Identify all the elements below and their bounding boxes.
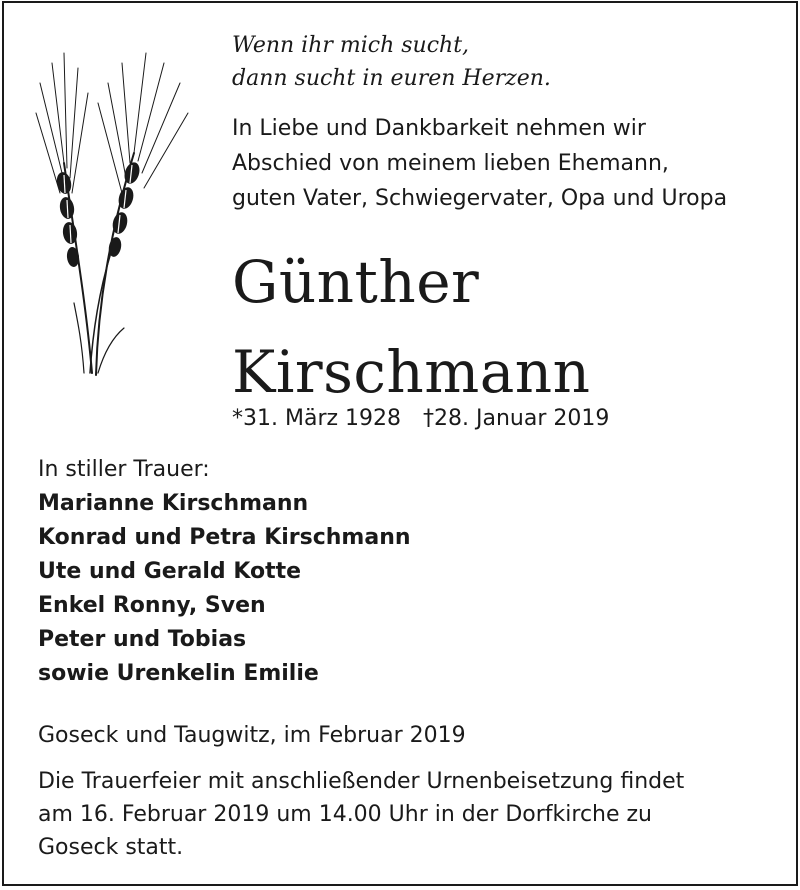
mourner-name: Enkel Ronny, Sven bbox=[38, 593, 266, 618]
mourner-name: Konrad und Petra Kirschmann bbox=[38, 525, 411, 550]
birth-date: *31. März 1928 bbox=[232, 406, 402, 431]
intro-line: Abschied von meinem lieben Ehemann, bbox=[232, 151, 669, 176]
ceremony-line: Goseck statt. bbox=[38, 835, 184, 860]
ceremony-line: Die Trauerfeier mit anschließender Urnenbeisetzung findet bbox=[38, 769, 685, 794]
wheat-ears-icon bbox=[34, 43, 194, 383]
motto-quote bbox=[232, 29, 551, 95]
mourners-list bbox=[38, 453, 411, 691]
intro-line: In Liebe und Dankbarkeit nehmen wir bbox=[232, 116, 646, 141]
motto-line: Wenn ihr mich sucht, bbox=[232, 33, 470, 58]
life-dates bbox=[232, 401, 609, 437]
mourner-name: Peter und Tobias bbox=[38, 627, 247, 652]
place-date: Goseck und Taugwitz, im Februar 2019 bbox=[38, 723, 466, 748]
mourners-lead: In stiller Trauer: bbox=[38, 457, 210, 482]
motto-line: dann sucht in euren Herzen. bbox=[232, 66, 551, 91]
deceased-name bbox=[232, 237, 591, 417]
mourner-name: sowie Urenkelin Emilie bbox=[38, 661, 319, 686]
deceased-last-name: Kirschmann bbox=[232, 338, 591, 406]
death-date: †28. Januar 2019 bbox=[423, 406, 610, 431]
mourner-name: Ute und Gerald Kotte bbox=[38, 559, 302, 584]
mourner-name: Marianne Kirschmann bbox=[38, 491, 309, 516]
deceased-first-name: Günther bbox=[232, 248, 480, 316]
intro-text bbox=[232, 111, 727, 216]
ceremony-info bbox=[38, 765, 684, 864]
ceremony-line: am 16. Februar 2019 um 14.00 Uhr in der Dorfkirche zu bbox=[38, 802, 653, 827]
obituary-notice bbox=[2, 1, 798, 886]
intro-line: guten Vater, Schwiegervater, Opa und Uropa bbox=[232, 186, 728, 211]
